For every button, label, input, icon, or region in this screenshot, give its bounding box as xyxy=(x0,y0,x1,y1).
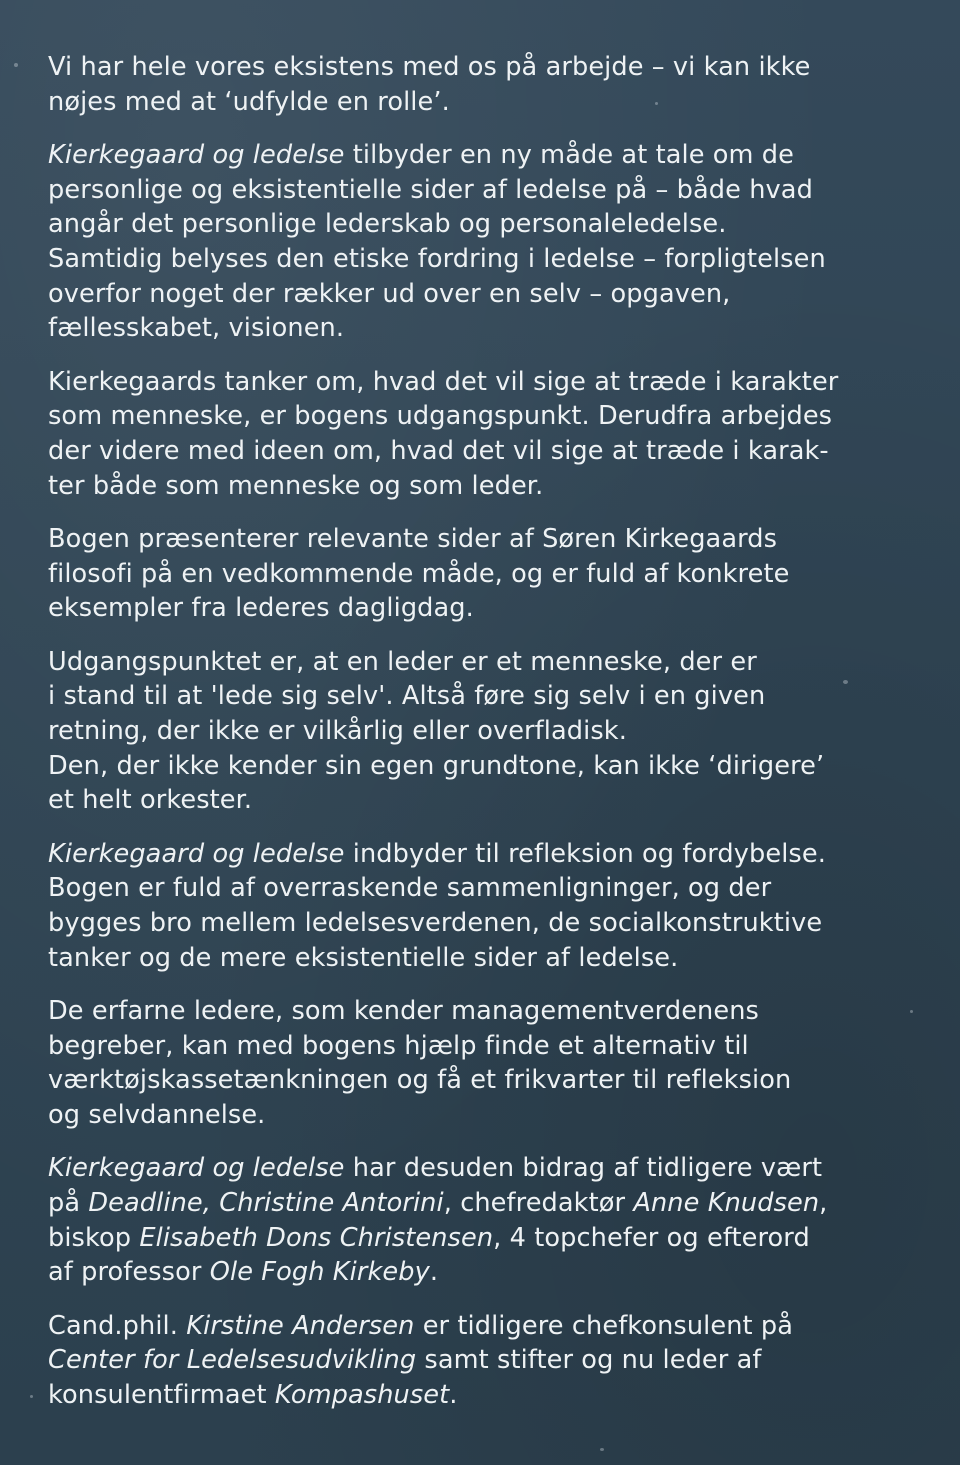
text-segment: Cand.phil. xyxy=(48,1310,187,1341)
text-segment: på xyxy=(48,1187,89,1218)
text-line xyxy=(48,522,918,557)
text-segment: eksempler fra lederes dagligdag. xyxy=(48,593,474,624)
text-segment: som menneske, er bogens udgangspunkt. Derudfra arbejdes xyxy=(48,401,833,432)
text-line xyxy=(48,871,918,906)
text-line xyxy=(48,242,918,277)
text-line xyxy=(48,591,918,626)
blurb-paragraph xyxy=(48,837,918,976)
text-line xyxy=(48,679,918,714)
text-segment: Bogen er fuld af overraskende sammenligninger, og der xyxy=(48,873,772,904)
blurb-paragraph xyxy=(48,1151,918,1290)
text-line xyxy=(48,207,918,242)
text-segment: biskop xyxy=(48,1222,140,1253)
text-line xyxy=(48,749,918,784)
text-line xyxy=(48,1186,918,1221)
blurb-paragraph xyxy=(48,50,918,119)
scratch-mark xyxy=(14,63,18,67)
text-line xyxy=(48,85,918,120)
blurb-paragraph xyxy=(48,365,918,504)
text-line xyxy=(48,1151,918,1186)
text-line xyxy=(48,1255,918,1290)
text-segment: Samtidig belyses den etiske fordring i ledelse – forpligtelsen xyxy=(48,244,826,275)
text-line xyxy=(48,469,918,504)
text-line xyxy=(48,714,918,749)
text-line xyxy=(48,1221,918,1256)
text-line xyxy=(48,994,918,1029)
scratch-mark xyxy=(600,1448,604,1451)
text-line xyxy=(48,434,918,469)
text-line xyxy=(48,1378,918,1413)
text-segment: . xyxy=(449,1379,458,1410)
text-segment: angår det personlige lederskab og personaleledelse. xyxy=(48,209,727,240)
text-segment: samt stifter og nu leder af xyxy=(416,1345,762,1376)
text-segment: Bogen præsenterer relevante sider af Søren Kirkegaards xyxy=(48,523,778,554)
text-line xyxy=(48,837,918,872)
text-line xyxy=(48,399,918,434)
text-segment: indbyder til refleksion og fordybelse. xyxy=(344,838,826,869)
text-line xyxy=(48,1029,918,1064)
text-line xyxy=(48,1063,918,1098)
text-segment: , 4 topchefer og efterord xyxy=(493,1222,810,1253)
text-segment: er tidligere chefkonsulent på xyxy=(414,1310,794,1341)
text-line xyxy=(48,138,918,173)
text-segment: et helt orkester. xyxy=(48,785,253,816)
italic-text-segment: Kirstine Andersen xyxy=(186,1310,415,1341)
text-line xyxy=(48,173,918,208)
blurb-paragraph xyxy=(48,1309,918,1413)
text-line xyxy=(48,557,918,592)
text-line xyxy=(48,277,918,312)
text-segment: og selvdannelse. xyxy=(48,1099,266,1130)
text-segment: Udgangspunktet er, at en leder er et menneske, der er xyxy=(48,646,757,677)
blurb-paragraph xyxy=(48,994,918,1133)
text-segment: i stand til at 'lede sig selv'. Altså føre sig selv i en given xyxy=(48,681,766,712)
italic-text-segment: Elisabeth Dons Christensen xyxy=(139,1222,494,1253)
italic-text-segment: Center for Ledelsesudvikling xyxy=(48,1345,417,1376)
text-segment: , xyxy=(819,1187,828,1218)
text-line xyxy=(48,1343,918,1378)
text-line xyxy=(48,365,918,400)
text-segment: der videre med ideen om, hvad det vil sige at træde i karak- xyxy=(48,436,829,467)
text-line xyxy=(48,783,918,818)
italic-text-segment: Kierkegaard og ledelse xyxy=(48,1153,345,1184)
text-segment: retning, der ikke er vilkårlig eller overfladisk. xyxy=(48,715,627,746)
text-line xyxy=(48,1309,918,1344)
text-segment: tilbyder en ny måde at tale om de xyxy=(344,139,794,170)
scratch-mark xyxy=(30,1395,33,1398)
text-segment: Kierkegaards tanker om, hvad det vil sige at træde i karakter xyxy=(48,366,839,397)
text-segment: Vi har hele vores eksistens med os på arbejde – vi kan ikke xyxy=(48,52,811,82)
text-segment: bygges bro mellem ledelsesverdenen, de socialkonstruktive xyxy=(48,907,823,938)
text-line xyxy=(48,1098,918,1133)
italic-text-segment: Kierkegaard og ledelse xyxy=(48,838,345,869)
italic-text-segment: Kompashuset xyxy=(274,1379,450,1410)
text-segment: Den, der ikke kender sin egen grundtone, kan ikke ‘dirigere’ xyxy=(48,750,825,781)
text-segment: begreber, kan med bogens hjælp finde et alternativ til xyxy=(48,1030,749,1061)
italic-text-segment: Anne Knudsen xyxy=(633,1187,820,1218)
text-segment: har desuden bidrag af tidligere vært xyxy=(344,1153,823,1184)
italic-text-segment: Ole Fogh Kirkeby xyxy=(209,1257,430,1288)
text-line xyxy=(48,311,918,346)
text-segment: . xyxy=(429,1257,439,1288)
italic-text-segment: Deadline, Christine Antorini xyxy=(88,1187,444,1218)
text-line xyxy=(48,941,918,976)
text-segment: af professor xyxy=(48,1257,210,1288)
text-line xyxy=(48,50,918,85)
text-segment: personlige og eksistentielle sider af ledelse på – både hvad xyxy=(48,174,813,205)
blurb-paragraph xyxy=(48,138,918,346)
text-segment: fællesskabet, visionen. xyxy=(48,313,345,344)
blurb-text xyxy=(48,50,918,1413)
text-segment: De erfarne ledere, som kender managementverdenens xyxy=(48,995,759,1026)
text-segment: overfor noget der rækker ud over en selv – opgaven, xyxy=(48,278,731,309)
text-segment: nøjes med at ‘udfylde en rolle’. xyxy=(48,86,450,117)
text-line xyxy=(48,906,918,941)
text-segment: konsulentfirmaet xyxy=(48,1379,275,1410)
italic-text-segment: Kierkegaard og ledelse xyxy=(48,139,345,170)
text-segment: filosofi på en vedkommende måde, og er fuld af konkrete xyxy=(48,558,790,589)
text-segment: , chefredaktør xyxy=(443,1187,634,1218)
text-line xyxy=(48,645,918,680)
text-segment: ter både som menneske og som leder. xyxy=(48,470,544,501)
blurb-paragraph xyxy=(48,645,918,819)
text-segment: værktøjskassetænkningen og få et frikvarter til refleksion xyxy=(48,1065,792,1096)
blurb-paragraph xyxy=(48,522,918,626)
text-segment: tanker og de mere eksistentielle sider af ledelse. xyxy=(48,942,679,973)
